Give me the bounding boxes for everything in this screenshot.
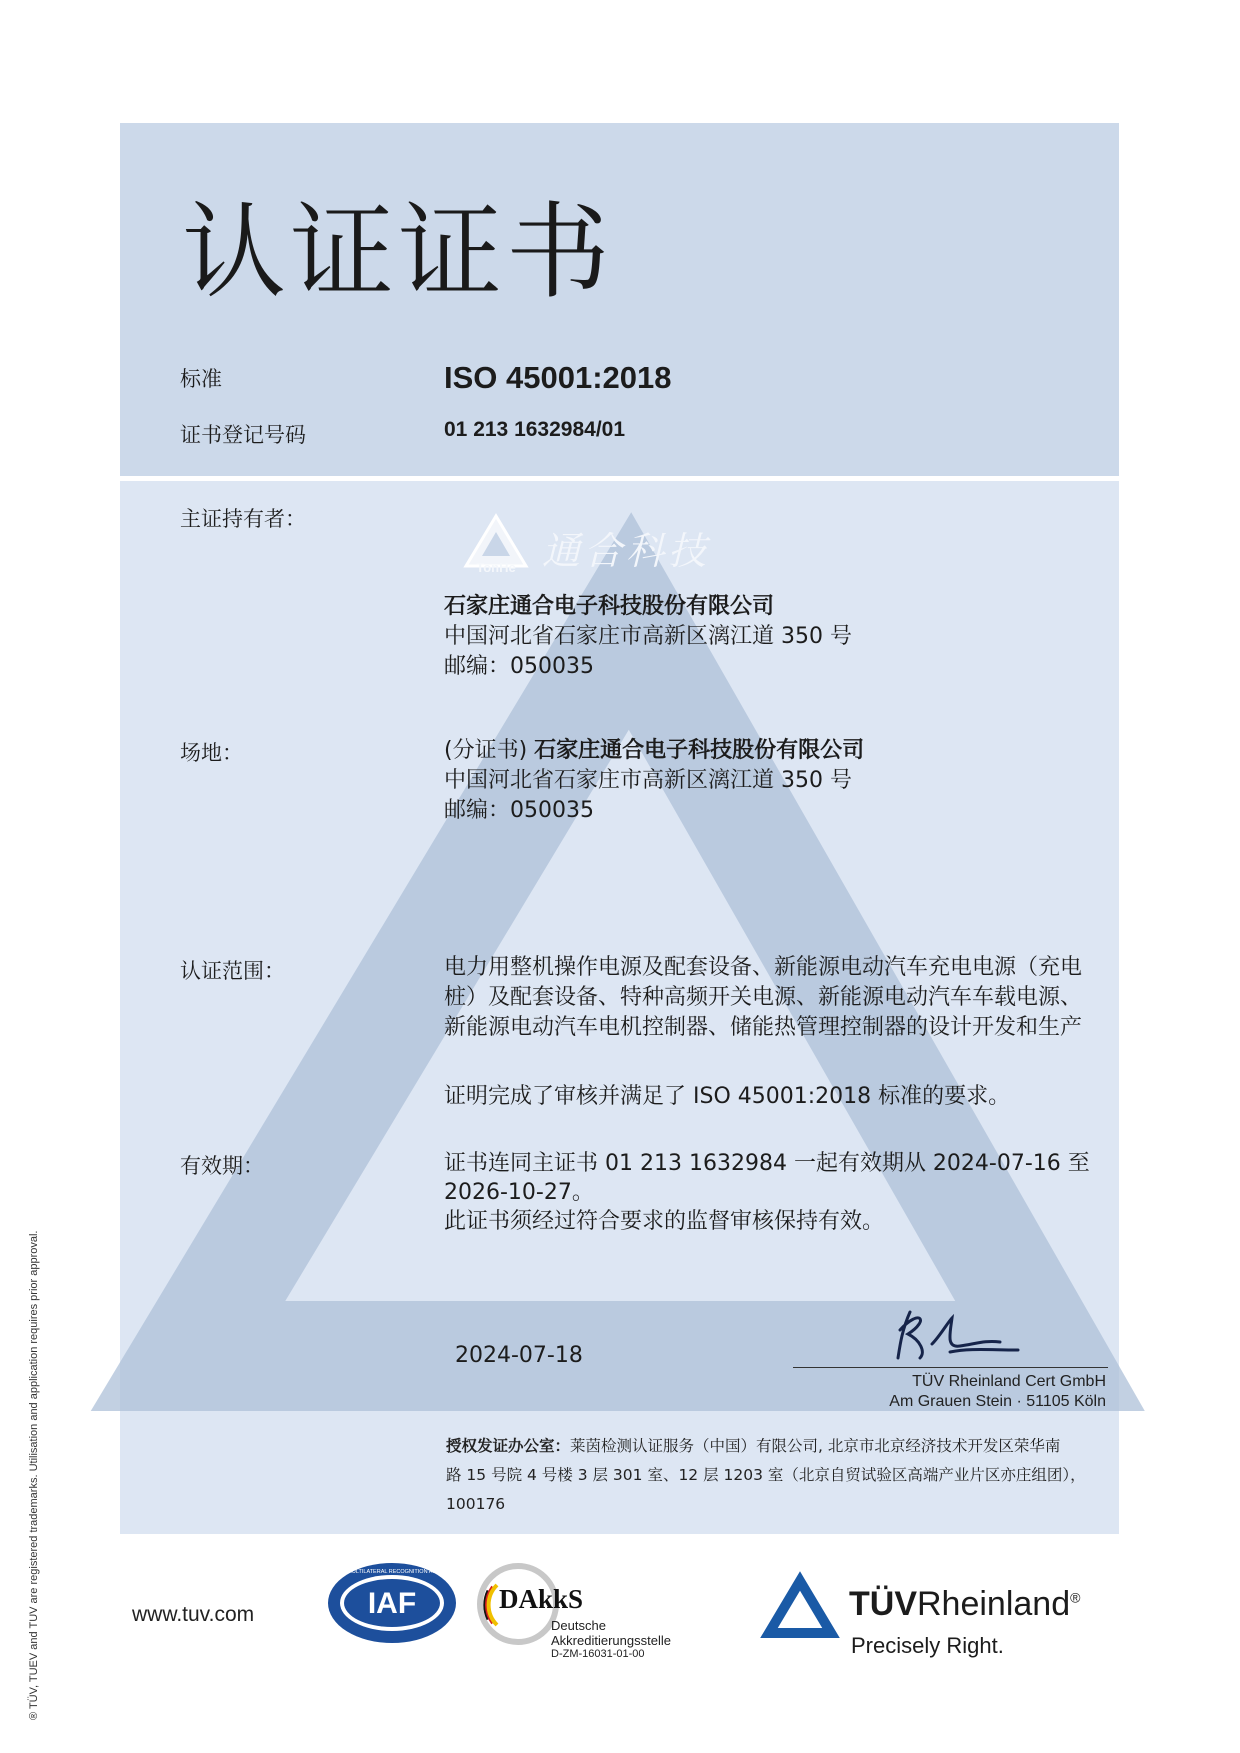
tonhe-logo-name: 通合科技 <box>542 529 711 573</box>
standard-value: ISO 45001:2018 <box>444 360 672 395</box>
holder-label: 主证持有者： <box>180 507 306 531</box>
scope-label: 认证范围： <box>180 959 285 983</box>
dakks-line: Deutsche <box>551 1618 606 1633</box>
site-label: 场地： <box>180 741 243 765</box>
signature <box>890 1300 1030 1370</box>
office-line: 100176 <box>446 1495 506 1513</box>
tuv-triangle-icon <box>765 1577 835 1637</box>
issue-date: 2024-07-18 <box>455 1343 583 1368</box>
validity-line: 2026-10-27。 <box>444 1180 594 1205</box>
validity-line: 证书连同主证书 01 213 1632984 一起有效期从 2024-07-16 至 <box>444 1151 1090 1176</box>
certificate-title: 认证证书 <box>182 191 615 313</box>
dakks-line: Akkreditierungsstelle <box>551 1633 671 1648</box>
dakks-logo <box>475 1561 685 1661</box>
iaf-text: IAF <box>367 1587 417 1620</box>
dakks-name: DAkkS <box>499 1584 584 1614</box>
cert-no-label: 证书登记号码 <box>180 423 306 447</box>
standard-label: 标准 <box>180 367 222 391</box>
holder-postcode: 邮编：050035 <box>444 654 594 679</box>
office-label: 授权发证办公室： <box>446 1437 571 1455</box>
tuv-brand-rest: Rheinland <box>917 1585 1071 1623</box>
signature-line <box>793 1367 1108 1368</box>
iaf-logo <box>312 1561 472 1645</box>
authorized-office <box>446 1432 1110 1519</box>
trademark-note: ® TÜV, TUEV and TUV are registered trademarks. Utilisation and application requires prior approval. <box>28 1230 40 1720</box>
issuer-address: Am Grauen Stein · 51105 Köln <box>889 1393 1106 1410</box>
website-link[interactable]: www.tuv.com <box>132 1603 255 1626</box>
scope-statement: 证明完成了审核并满足了 ISO 45001:2018 标准的要求。 <box>444 1084 1011 1109</box>
tonhe-logo <box>462 512 732 578</box>
office-line <box>446 1432 1110 1461</box>
office-line: 路 15 号院 4 号楼 3 层 301 室、12 层 1203 室（北京自贸试验区高端产业片区亦庄组团）， <box>446 1466 1086 1484</box>
tonhe-mark-text: TonHe <box>476 560 516 575</box>
issuer-name: TÜV Rheinland Cert GmbH <box>912 1373 1106 1390</box>
site-company-line <box>444 736 864 765</box>
site-prefix: (分证书) <box>444 738 528 763</box>
tuv-tagline: Precisely Right. <box>851 1633 1004 1658</box>
scope-line: 电力用整机操作电源及配套设备、新能源电动汽车充电电源（充电 <box>444 955 1083 980</box>
iaf-ring-text: MEMBER OF MULTILATERAL RECOGNITION ARRANGEMENT <box>312 1569 472 1575</box>
site-address: 中国河北省石家庄市高新区漓江道 350 号 <box>444 768 852 793</box>
cert-no-value: 01 213 1632984/01 <box>444 418 626 441</box>
scope-line: 桩）及配套设备、特种高频开关电源、新能源电动汽车车载电源、 <box>444 985 1083 1010</box>
scope-line: 新能源电动汽车电机控制器、储能热管理控制器的设计开发和生产 <box>444 1015 1083 1040</box>
iaf-logo-icon <box>312 1561 472 1645</box>
tonhe-logo-icon <box>462 512 530 574</box>
validity-label: 有效期： <box>180 1154 264 1178</box>
dakks-line: D-ZM-16031-01-00 <box>551 1648 645 1660</box>
site-company: 石家庄通合电子科技股份有限公司 <box>534 738 865 763</box>
tuv-brand-bold: TÜV <box>849 1585 917 1623</box>
registered-mark: ® <box>1070 1589 1081 1606</box>
holder-address: 中国河北省石家庄市高新区漓江道 350 号 <box>444 624 852 649</box>
validity-line: 此证书须经过符合要求的监督审核保持有效。 <box>444 1209 885 1234</box>
office-text: 莱茵检测认证服务（中国）有限公司, 北京市北京经济技术开发区荣华南 <box>570 1437 1061 1455</box>
tuv-brand <box>849 1585 1080 1624</box>
holder-company: 石家庄通合电子科技股份有限公司 <box>444 594 775 619</box>
site-postcode: 邮编：050035 <box>444 798 594 823</box>
